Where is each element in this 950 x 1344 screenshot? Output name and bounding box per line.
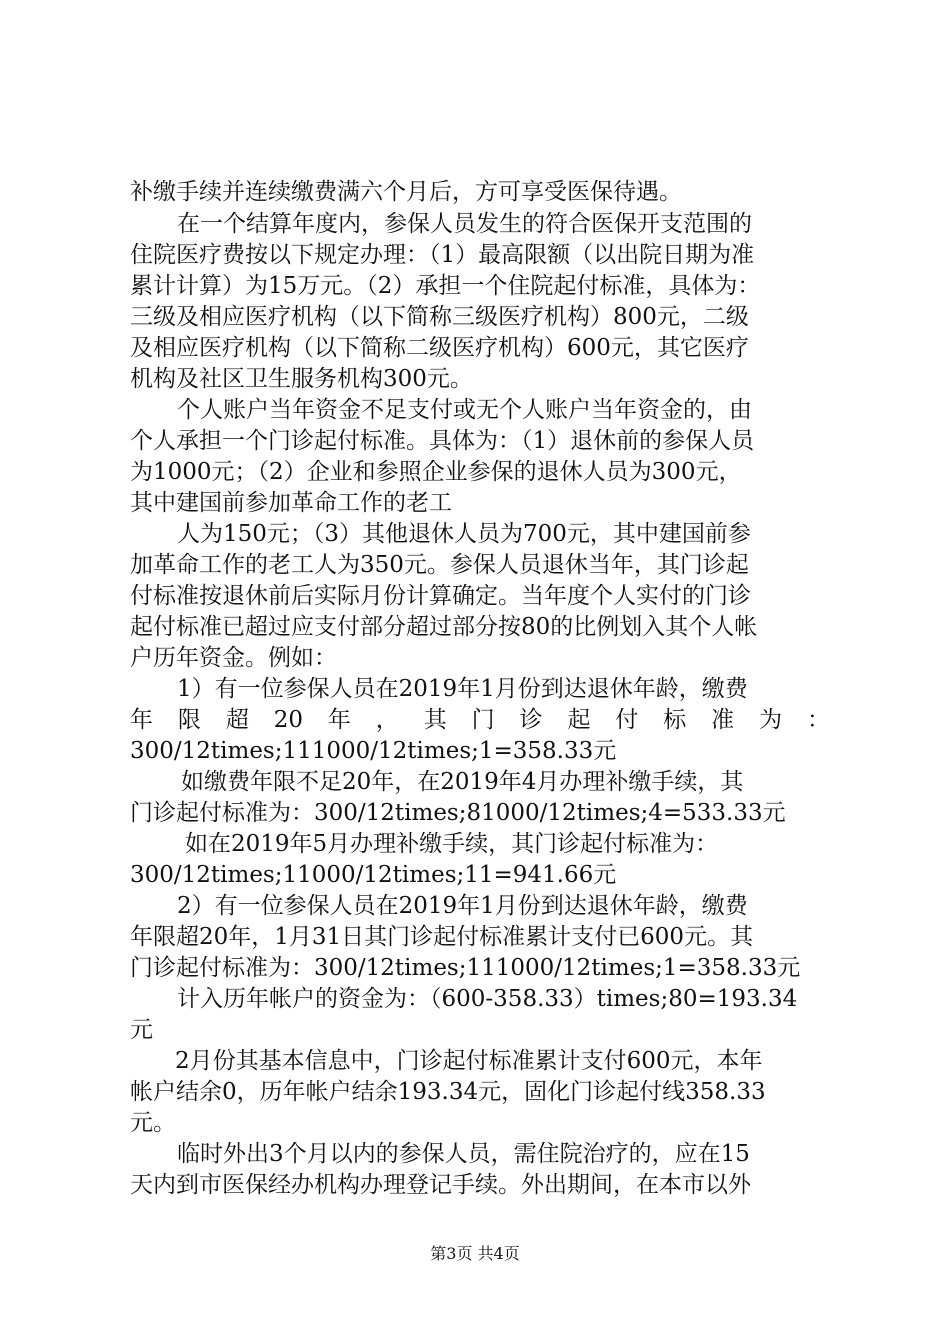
text-line-21: 门诊起付标准为：300/12times;81000/12times;4=533.33元: [130, 800, 786, 826]
text-line-23: 300/12times;11000/12times;11=941.66元: [130, 862, 617, 888]
text-line-17: 1）有一位参保人员在2019年1月份到达退休年龄，缴费: [177, 676, 748, 702]
text-line-11: 其中建国前参加革命工作的老工: [130, 490, 452, 516]
text-line-28: 元: [130, 1017, 153, 1043]
text-line-10: 为1000元；（2）企业和参照企业参保的退休人员为300元，: [130, 459, 742, 485]
text-line-33: 天内到市医保经办机构办理登记手续。外出期间，在本市以外: [130, 1172, 751, 1198]
text-line-24: 2）有一位参保人员在2019年1月份到达退休年龄，缴费: [177, 893, 748, 919]
text-line-32: 临时外出3个月以内的参保人员，需住院治疗的，应在15: [177, 1141, 750, 1167]
text-line-26: 门诊起付标准为：300/12times;111000/12times;1=358.33元: [130, 955, 801, 981]
text-line-15: 起付标准已超过应支付部分超过部分按80的比例划入其个人帐: [130, 614, 758, 640]
text-line-25: 年限超20年，1月31日其门诊起付标准累计支付已600元。其: [130, 924, 754, 950]
text-line-30: 帐户结余0，历年帐户结余193.34元，固化门诊起付线358.33: [130, 1079, 766, 1105]
text-line-27: 计入历年帐户的资金为：（600-358.33）times;80=193.34: [177, 986, 798, 1012]
text-line-7: 机构及社区卫生服务机构300元。: [130, 366, 473, 392]
text-line-18: 年限超20年，其门诊起付标准为：: [130, 707, 830, 733]
text-line-3: 住院医疗费按以下规定办理：（1）最高限额（以出院日期为准: [130, 242, 755, 268]
text-line-9: 个人承担一个门诊起付标准。具体为：（1）退休前的参保人员: [130, 428, 755, 454]
page-number-footer: 第3页 共4页: [430, 1244, 520, 1263]
text-line-12: 人为150元；（3）其他退休人员为700元，其中建国前参: [177, 521, 751, 547]
text-line-1: 补缴手续并连续缴费满六个月后，方可享受医保待遇。: [130, 179, 682, 205]
text-line-14: 付标准按退休前后实际月份计算确定。当年度个人实付的门诊: [130, 583, 751, 609]
text-line-2: 在一个结算年度内，参保人员发生的符合医保开支范围的: [177, 211, 752, 237]
text-line-6: 及相应医疗机构（以下简称二级医疗机构）600元，其它医疗: [130, 335, 749, 361]
text-line-19: 300/12times;111000/12times;1=358.33元: [130, 738, 617, 764]
text-line-31: 元。: [130, 1110, 176, 1136]
text-line-13: 加革命工作的老工人为350元。参保人员退休当年，其门诊起: [130, 552, 749, 578]
text-line-16: 户历年资金。例如：: [130, 645, 337, 671]
text-line-22: 如在2019年5月办理补缴手续，其门诊起付标准为：: [185, 831, 719, 857]
text-line-8: 个人账户当年资金不足支付或无个人账户当年资金的，由: [177, 397, 752, 423]
text-line-29: 2月份其基本信息中，门诊起付标准累计支付600元，本年: [175, 1048, 763, 1074]
text-line-20: 如缴费年限不足20年，在2019年4月办理补缴手续，其: [181, 769, 744, 795]
text-line-4: 累计计算）为15万元。（2）承担一个住院起付标准，具体为：: [130, 273, 761, 299]
text-line-5: 三级及相应医疗机构（以下简称三级医疗机构）800元，二级: [130, 304, 749, 330]
